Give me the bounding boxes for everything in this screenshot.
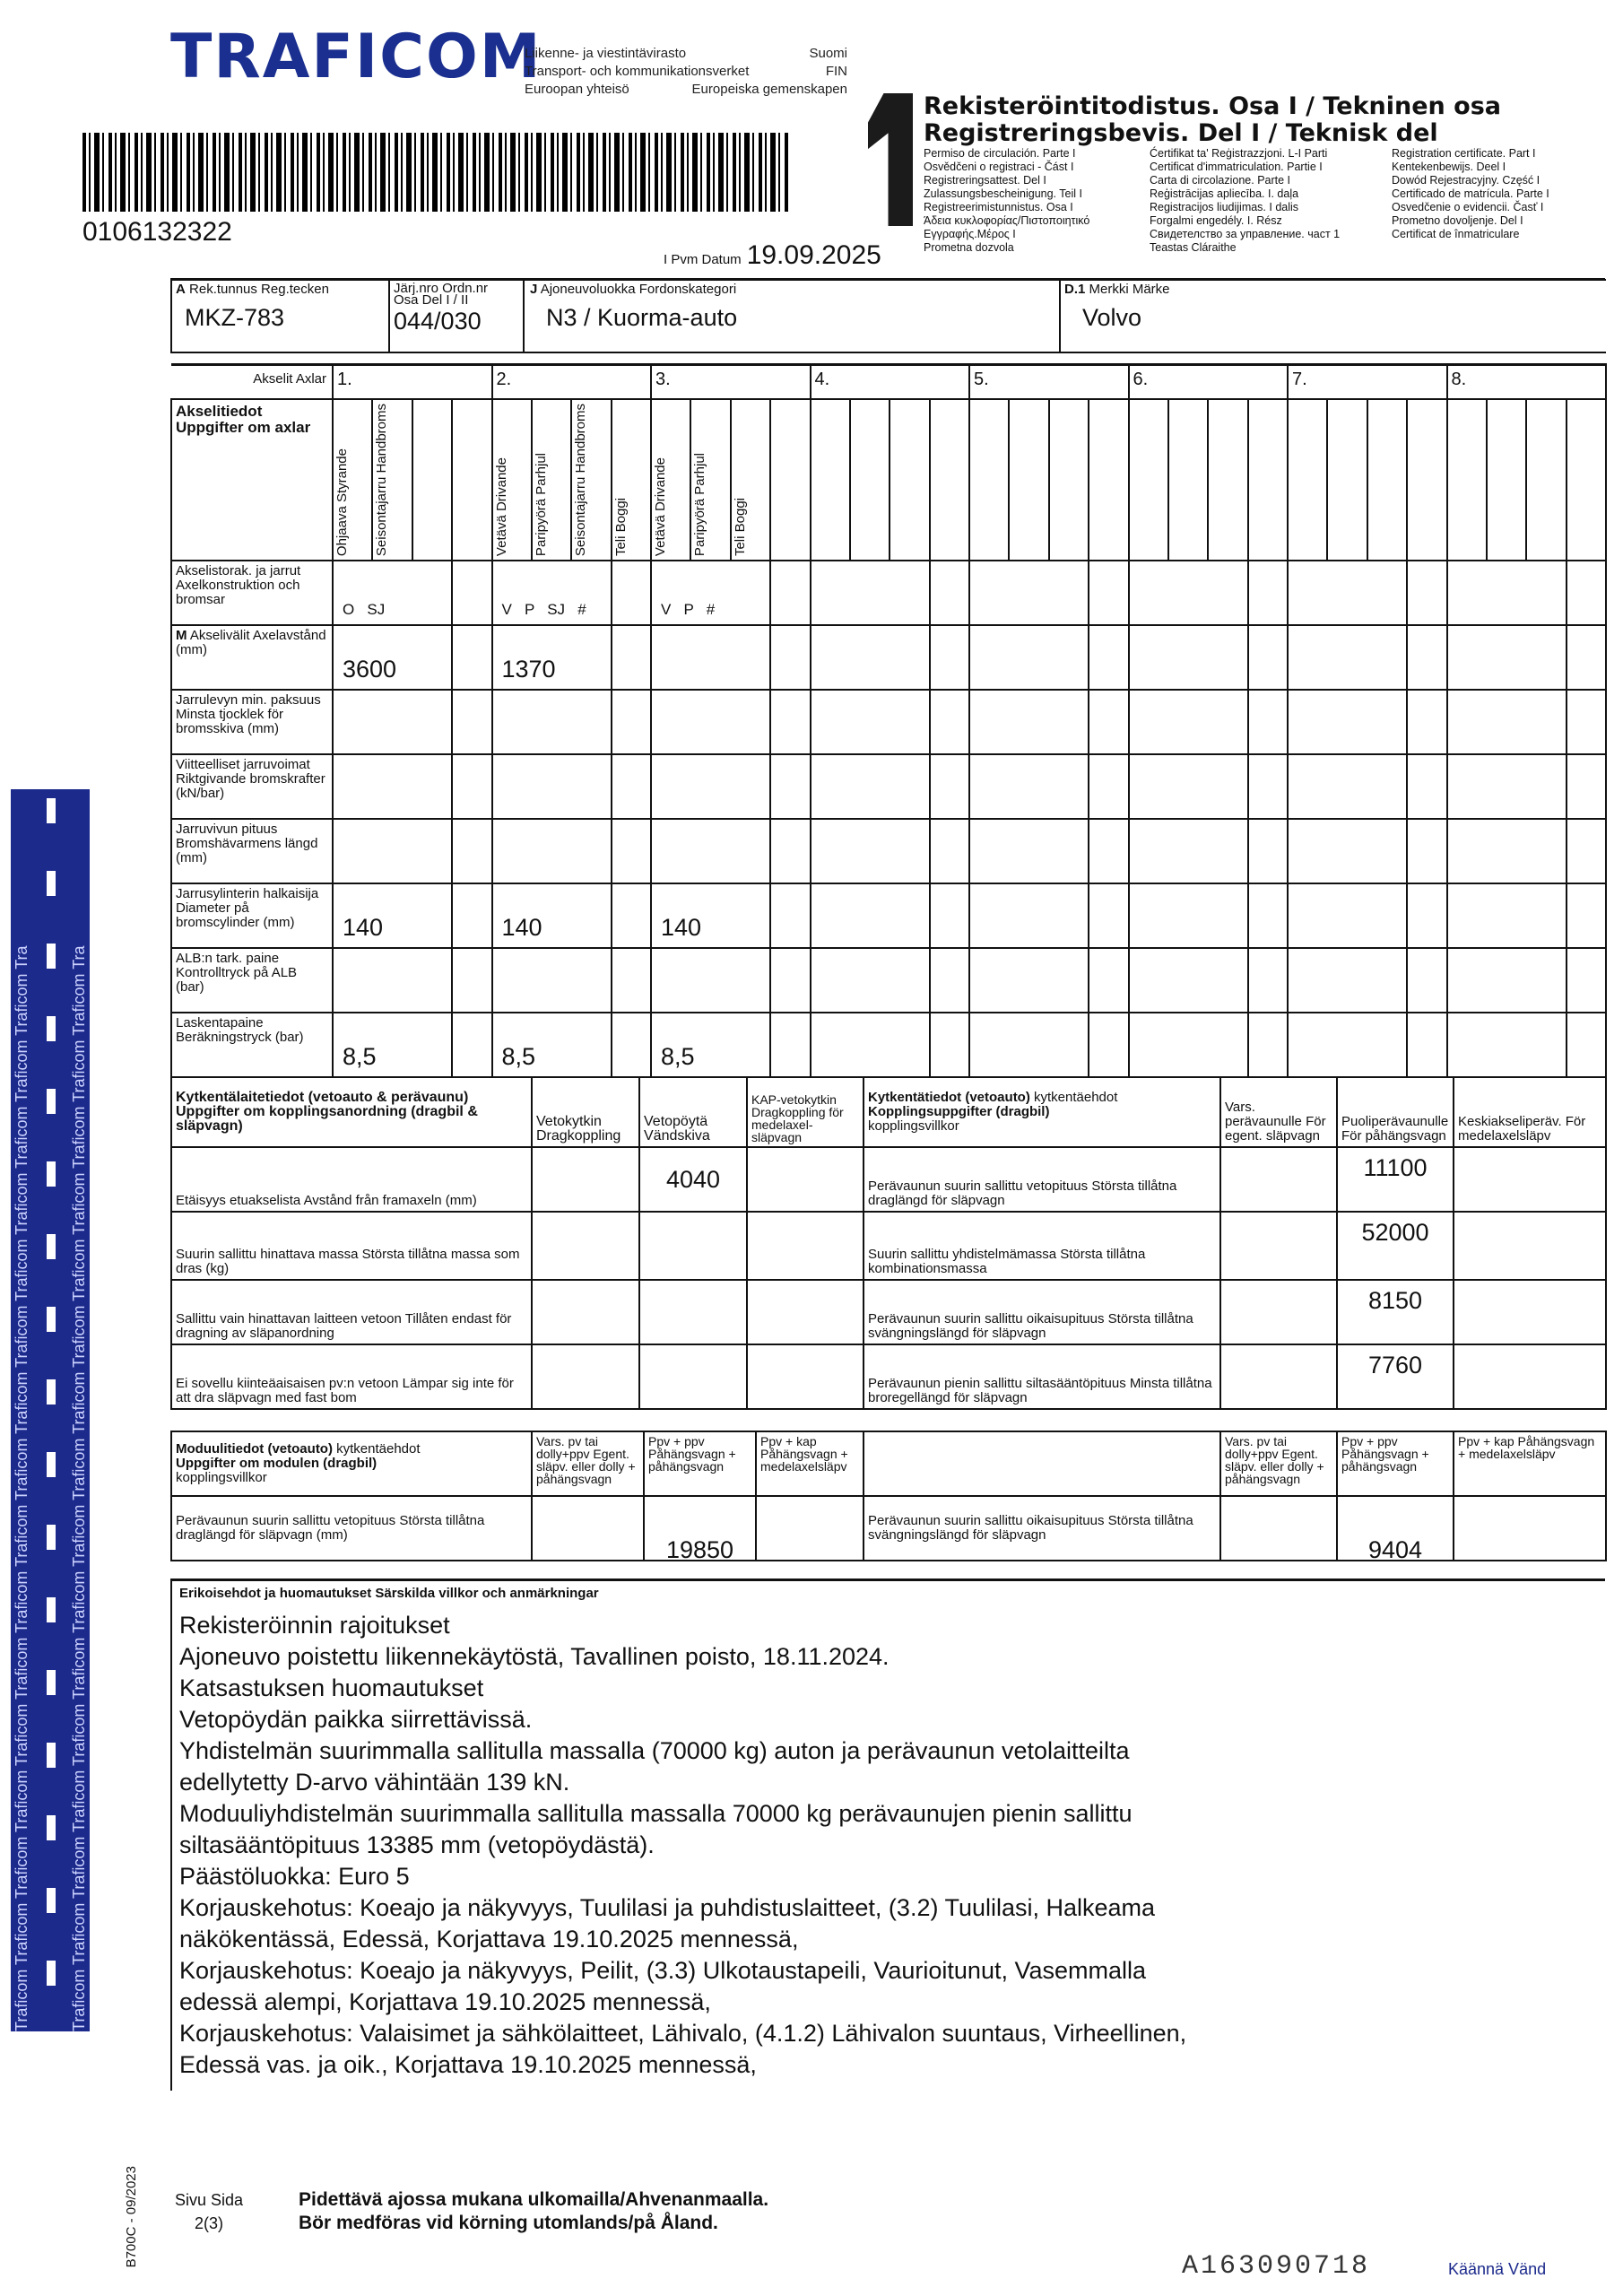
translation-item: Registration certificate. Part I [1392, 147, 1536, 160]
axles-header-label: Akselit Axlar [171, 365, 333, 399]
translation-item: Osvědčeni o registraci - Část I [924, 161, 1074, 173]
coupling-title: Kytkentälaitetiedot (vetoauto & perävaunu) Uppgifter om kopplingsanordning (dragbil & släpvagn) [171, 1077, 532, 1147]
serial-number: A163090718 [1182, 2251, 1371, 2282]
axle-value [1288, 819, 1407, 883]
coupling-value [639, 1212, 747, 1280]
make-field: D.1 Merkki Märke Volvo [1059, 279, 1606, 353]
axle-type-header: Vetävä Drivande [493, 457, 509, 556]
coupling-value: 11100 [1337, 1147, 1454, 1212]
axle-value [811, 819, 930, 883]
translation-item: Ćertifikat ta' Reġistrazzjoni. L-I Parti [1150, 147, 1328, 160]
axle-value [1288, 625, 1407, 690]
coupling-value [747, 1344, 864, 1409]
axle-number: 8. [1447, 365, 1607, 399]
axle-type-header [1567, 552, 1571, 560]
axle-value [969, 1013, 1089, 1077]
translation-item: Certificat d'immatriculation. Partie I [1150, 161, 1323, 173]
axle-type-header [1130, 552, 1133, 560]
remarks-text [179, 1610, 1186, 2081]
agency-line: Liikenne- ja viestintävirasto Suomi [525, 46, 847, 61]
strip-mark [47, 871, 56, 896]
axle-value: 8,5 [651, 1013, 770, 1077]
vehicle-class-value: N3 / Kuorma-auto [546, 304, 738, 331]
axle-value [492, 690, 612, 754]
axle-value [1288, 754, 1407, 819]
coupling-row-label: Etäisyys etuakselista Avstånd från framaxeln (mm) [171, 1147, 532, 1212]
translation-item: Registreerimistunnistus. Osa I [924, 201, 1073, 213]
axle-value [651, 690, 770, 754]
axle-value [333, 754, 452, 819]
axle-type-header [1169, 552, 1173, 560]
axle-row-label: ALB:n tark. paine Kontrolltryck på ALB (bar) [176, 950, 298, 995]
axle-value [333, 690, 452, 754]
strip-mark [47, 1016, 56, 1041]
axle-value [1447, 561, 1567, 625]
axle-value: 140 [651, 883, 770, 948]
remark-line: Korjauskehotus: Koeajo ja näkyvyys, Tuulilasi ja puhdistuslaitteet, (3.2) Tuulilasi, Halkeama [179, 1894, 1156, 1921]
strip-mark [47, 1307, 56, 1332]
order-number-value: 044/030 [394, 308, 482, 335]
axle-value [1129, 948, 1248, 1013]
strip-mark [47, 1089, 56, 1114]
coupling-col-header: KAP-vetokytkin Dragkoppling för medelaxel-släpvagn [747, 1077, 864, 1147]
date-value: 19.09.2025 [746, 240, 881, 270]
axle-type-header: Ohjaava Styrande [334, 448, 350, 556]
remark-line: Korjauskehotus: Valaisimet ja sähkölaitteet, Lähivalo, (4.1.2) Lähivalon suuntaus, Virheellinen, [179, 2020, 1187, 2047]
coupling-col-header: Puoliperävaunulle För påhängsvagn [1337, 1077, 1454, 1147]
axle-value [1129, 819, 1248, 883]
translation-item: Свидетелство за управление. част 1 [1150, 228, 1341, 240]
divider [170, 1578, 1605, 1581]
coupling-value [532, 1344, 639, 1409]
axle-type-header [1010, 552, 1013, 560]
agency-line: Transport- och kommunikationsverket FIN [525, 64, 847, 79]
axle-type-header [1448, 552, 1452, 560]
translation-item: Teastas Cláraithe [1150, 241, 1237, 254]
translation-item: Reģistrācijas apliecība. I. daļa [1150, 187, 1299, 200]
axle-number: 4. [811, 365, 970, 399]
coupling-col-header: Vetopöytä Vändskiva [639, 1077, 747, 1147]
coupling-row-label: Suurin sallittu yhdistelmämassa Största tillåtna kombinationsmassa [864, 1212, 1220, 1280]
axle-type-header [890, 552, 894, 560]
strip-mark [47, 1961, 56, 1986]
axle-value [969, 690, 1089, 754]
axle-value [1288, 1013, 1407, 1077]
barcode [82, 133, 791, 212]
coupling-value [1220, 1212, 1337, 1280]
axle-row-label: Jarruvivun pituus Bromshävarmens längd (mm) [176, 821, 318, 865]
axle-value: 3600 [333, 625, 452, 690]
axle-value [492, 819, 612, 883]
axle-value: 8,5 [492, 1013, 612, 1077]
strip-mark [47, 1888, 56, 1913]
date-label: I Pvm Datum [664, 252, 742, 267]
axle-number: 3. [651, 365, 811, 399]
strip-mark [47, 1379, 56, 1405]
axle-value [651, 754, 770, 819]
axle-value [811, 754, 930, 819]
axle-type-header [1249, 552, 1253, 560]
axle-value [1447, 625, 1567, 690]
axle-value [333, 948, 452, 1013]
module-col-header: Vars. pv tai dolly+ppv Egent. släpv. eller dolly + påhängsvagn [532, 1431, 644, 1496]
axle-value [1447, 948, 1567, 1013]
translation-item: Prometna dozvola [924, 241, 1014, 254]
translation-item: Εγγραφής.Μέρος I [924, 228, 1016, 240]
coupling-value [532, 1280, 639, 1344]
coupling-value [639, 1344, 747, 1409]
axle-value [1129, 1013, 1248, 1077]
form-code: B700C - 09/2023 [124, 2166, 139, 2268]
translation-item: Osvedčenie o evidencii. Časť I [1392, 201, 1544, 213]
coupling-value [1454, 1212, 1606, 1280]
axle-type-header: Paripyörä Parhjul [533, 452, 549, 556]
module-row-label: Perävaunun suurin sallittu oikaisupituus Största tillåtna svängningslängd för släpvagn [864, 1496, 1220, 1561]
axle-value: V P SJ # [492, 561, 612, 625]
axle-value: O SJ [333, 561, 452, 625]
strip-mark [47, 1452, 56, 1477]
axle-type-header: Teli Boggi [612, 497, 629, 556]
axle-value [1129, 690, 1248, 754]
axle-value [1288, 948, 1407, 1013]
coupling-value: 52000 [1337, 1212, 1454, 1280]
coupling-col-header: Vars. perävaunulle För egent. släpvagn [1220, 1077, 1337, 1147]
remark-line: Yhdistelmän suurimmalla sallitulla massalla (70000 kg) auton ja perävaunun vetolaitteilta [179, 1737, 1130, 1764]
axle-value [969, 883, 1089, 948]
module-value [532, 1496, 644, 1561]
remark-line: siltasääntöpituus 13385 mm (vetopöydästä). [179, 1831, 655, 1858]
carry-notice: Pidettävä ajossa mukana ulkomailla/Ahvenanmaalla. Bör medföras vid körning utomlands/på Åland. [299, 2189, 769, 2233]
axle-type-header: Teli Boggi [732, 497, 748, 556]
axle-value [811, 1013, 930, 1077]
coupling-value: 4040 [639, 1147, 747, 1212]
remark-line: Edessä vas. ja oik., Korjattava 19.10.2025 mennessä, [179, 2051, 757, 2078]
axle-type-header [931, 552, 934, 560]
coupling-value [1220, 1280, 1337, 1344]
coupling-value [1454, 1280, 1606, 1344]
strip-mark [47, 798, 56, 823]
translation-item: Certificat de înmatriculare [1392, 228, 1520, 240]
axle-row-label: Akselivälit Axelavstånd (mm) [176, 627, 326, 657]
axles-section-title: Akselitiedot Uppgifter om axlar [171, 399, 333, 561]
remark-line: Moduuliyhdistelmän suurimmalla sallitulla massalla 70000 kg perävaunujen pienin sallittu [179, 1800, 1133, 1827]
coupling-value: 8150 [1337, 1280, 1454, 1344]
make-value: Volvo [1082, 304, 1142, 331]
coupling-row-label: Perävaunun suurin sallittu vetopituus Största tillåtna draglängd för släpvagn [864, 1147, 1220, 1212]
coupling-table: Kytkentälaitetiedot (vetoauto & perävaunu) Uppgifter om kopplingsanordning (dragbil & släpvagn) Vetokytkin Dragkoppling Vetopöytä Vändskiva KAP-vetokytkin Dragkoppling för medelaxel-släpvagn Kytkentätiedot (vetoauto) kytkentäehdot Kopplingsuppgifter (dragbil) kopplingsvillkor Vars. perävaunulle För egent. släpvagn Puoliperävaunulle För påhängsvagn Keskiakseliperäv. För medelaxelsläpv Etäisyys etuakselista Avstånd från framaxeln (mm) 4040 Perävaunun suurin sallittu vetopituus Största tillåtna draglängd för släpvagn 11100 Suurin sallittu hinattava massa Största tillåtna massa som dras (kg) Suurin sallittu yhdistelmämassa Största tillåtna kombinationsmassa 52000 Sallittu vain hinattavan laitteen vetoon Tillåten endast för dragning av släpanordning Perävaunun suurin sallittu oikaisupituus Största tillåtna svängningslängd för släpvagn 8150 Ei sovellu kiinteäaisaisen pv:n vetoon Lämpar sig inte för att dra släpvagn med fast bom Perävaunun pienin sallittu siltasääntöpituus Minsta tillåtna broregellängd för släpvagn 7760 [170, 1076, 1607, 1410]
translation-item: Permiso de circulación. Parte I [924, 147, 1076, 160]
module-value [1220, 1496, 1337, 1561]
coupling-value [1220, 1147, 1337, 1212]
axle-type-header [1289, 552, 1292, 560]
traficom-logo: TRAFICOM [170, 22, 542, 92]
translation-item: Kentekenbewijs. Deel I [1392, 161, 1506, 173]
axle-value [333, 819, 452, 883]
remark-line: Päästöluokka: Euro 5 [179, 1863, 410, 1890]
axle-value [811, 690, 930, 754]
axle-type-header [771, 552, 775, 560]
axle-number: 5. [969, 365, 1129, 399]
axle-type-header [1050, 552, 1054, 560]
axle-value [1129, 883, 1248, 948]
axle-value: 8,5 [333, 1013, 452, 1077]
remark-line: edessä alempi, Korjattava 19.10.2025 mennessä, [179, 1988, 711, 2015]
axle-value [651, 819, 770, 883]
remark-line: Korjauskehotus: Koeajo ja näkyvyys, Peilit, (3.3) Ulkotaustapeili, Vaurioitunut, Vasemmalla [179, 1957, 1147, 1984]
issue-date [664, 240, 881, 271]
axle-number: 1. [333, 365, 492, 399]
axle-value: 1370 [492, 625, 612, 690]
coupling-value [747, 1280, 864, 1344]
strip-mark [47, 1670, 56, 1695]
axle-type-header [1328, 552, 1332, 560]
module-col-header: Ppv + kap Påhängsvagn + medelaxelsläpv [756, 1431, 864, 1496]
axle-value [969, 754, 1089, 819]
axle-value [969, 625, 1089, 690]
turn-page-label: Käännä Vänd [1448, 2260, 1547, 2278]
coupling-value [1220, 1344, 1337, 1409]
strip-mark [47, 1525, 56, 1550]
axle-value [969, 561, 1089, 625]
axle-value [1129, 561, 1248, 625]
axle-row-label: Jarrusylinterin halkaisija Diameter på bromscylinder (mm) [176, 885, 319, 930]
module-table: Moduulitiedot (vetoauto) kytkentäehdot Uppgifter om modulen (dragbil) kopplingsvillkor Vars. pv tai dolly+ppv Egent. släpv. eller dolly + påhängsvagn Ppv + ppv Påhängsvagn + påhängsvagn Ppv + kap Påhängsvagn + medelaxelsläpv Vars. pv tai dolly+ppv Egent. släpv. eller dolly + påhängsvagn Ppv + ppv Påhängsvagn + påhängsvagn Ppv + kap Påhängsvagn + medelaxelsläpv Perävaunun suurin sallittu vetopituus Största tillåtna draglängd för släpvagn (mm) 19850 Perävaunun suurin sallittu oikaisupituus Största tillåtna svängningslängd för släpvagn 9404 [170, 1431, 1607, 1561]
axle-value [1447, 690, 1567, 754]
translation-item: Zulassungsbescheinigung. Teil I [924, 187, 1082, 200]
divider [170, 1581, 172, 2091]
remarks-title: Erikoisehdot ja huomautukset Särskilda villkor och anmärkningar [179, 1586, 599, 1601]
axle-type-header: Seisontajarru Handbroms [374, 403, 390, 556]
remark-line: edellytetty D-arvo vähintään 139 kN. [179, 1769, 570, 1796]
axle-row-label: Laskentapaine Beräkningstryck (bar) [176, 1014, 304, 1045]
module-value: 19850 [644, 1496, 756, 1561]
coupling-value [747, 1212, 864, 1280]
module-col-header: Ppv + kap Påhängsvagn + medelaxelsläpv [1454, 1431, 1606, 1496]
axle-type-header [1408, 552, 1411, 560]
module-value [1454, 1496, 1606, 1561]
translation-item: Forgalmi engedély. I. Rész [1150, 214, 1282, 227]
remark-line: näkökentässä, Edessä, Korjattava 19.10.2025 mennessä, [179, 1926, 799, 1952]
axle-number: 2. [492, 365, 652, 399]
axle-number: 7. [1288, 365, 1447, 399]
axle-value [1288, 883, 1407, 948]
axle-row-label: Akselistorak. ja jarrut Axelkonstruktion och bromsar [176, 562, 301, 607]
page-indicator: Sivu Sida 2(3) [175, 2191, 244, 2232]
coupling-row-label: Ei sovellu kiinteäaisaisen pv:n vetoon Lämpar sig inte för att dra släpvagn med fast bom [171, 1344, 532, 1409]
translation-item: Certificado de matrícula. Parte I [1392, 187, 1549, 200]
coupling-row-label: Perävaunun pienin sallittu siltasääntöpituus Minsta tillåtna broregellängd för släpvagn [864, 1344, 1220, 1409]
axle-value: V P # [651, 561, 770, 625]
remark-line: Katsastuksen huomautukset [179, 1674, 484, 1701]
axle-row-label: Viitteelliset jarruvoimat Riktgivande bromskrafter (kN/bar) [176, 756, 325, 801]
axle-type-header [1089, 552, 1093, 560]
axle-type-header [1368, 552, 1372, 560]
security-strip: Traficom Traficom Traficom Traficom Traficom Traficom Traficom Traficom Traficom Traficom Traficom Traficom Traficom Traficom Traficom Traficom Tra Traficom Traficom Traficom Traficom Traficom Traficom Traficom Traficom Traficom Traficom Traficom Traficom Traficom Traficom Traficom Traficom Tra [11, 789, 90, 2031]
strip-mark [47, 944, 56, 969]
reg-number-value: MKZ-783 [185, 304, 285, 331]
axle-row-label: Jarrulevyn min. paksuus Minsta tjocklek för bromsskiva (mm) [176, 691, 321, 736]
coupling-value: 7760 [1337, 1344, 1454, 1409]
module-col-header: Vars. pv tai dolly+ppv Egent. släpv. eller dolly + påhängsvagn [1220, 1431, 1337, 1496]
axle-value [1288, 561, 1407, 625]
axle-type-header: Paripyörä Parhjul [692, 452, 708, 556]
translation-item: Prometno dovoljenje. Del I [1392, 214, 1523, 227]
module-col-header: Ppv + ppv Påhängsvagn + påhängsvagn [1337, 1431, 1454, 1496]
reg-number-field: A Rek.tunnus Reg.tecken MKZ-783 [170, 279, 390, 353]
axle-type-header [413, 552, 417, 560]
translation-item: Άδεια κυκλοφορίας/Πιστοποιητικό [924, 214, 1090, 227]
strip-mark [47, 1234, 56, 1259]
module-value: 9404 [1337, 1496, 1454, 1561]
axle-type-header [812, 552, 815, 560]
coupling-value [532, 1212, 639, 1280]
axle-value: 140 [333, 883, 452, 948]
translation-item: Registracijos liudijimas. I dalis [1150, 201, 1299, 213]
agency-name-block [525, 45, 847, 99]
coupling-value [532, 1147, 639, 1212]
part-one-numeral-icon [868, 93, 913, 226]
axle-value [492, 948, 612, 1013]
axle-type-header [851, 552, 855, 560]
axle-value [969, 819, 1089, 883]
axle-value [1129, 625, 1248, 690]
order-number-field: Järj.nro Ordn.nr Osa Del I / II 044/030 [388, 279, 525, 353]
strip-mark [47, 1597, 56, 1622]
axle-type-header [1488, 552, 1491, 560]
translation-item: Carta di circolazione. Parte I [1150, 174, 1291, 187]
axle-table: Akselit Axlar 1. 2. 3. 4. 5. 6. 7. 8. Akselitiedot Uppgifter om axlar Ohjaava Styrande Seisontajarru Handbroms Vetävä Drivande Paripyörä Parhjul Seisontajarru Handbroms Teli Boggi Vetävä Drivande Paripyörä Parhjul Teli Boggi Akselistorak. ja jarrut Axelkonstruktion och bromsar O SJ V P SJ # V P # M Akselivälit Axelavstånd (mm) 3600 1370 Jarrulevyn min. paksuus Minsta tjocklek för bromsskiva (mm) Viitteelliset jarruvoimat Riktgivande bromskrafter (kN/bar) Jarruvivun pituus Bromshävarmens längd (mm) Jarrusylinterin halkaisija Diameter på bromscylinder (mm) 140 140 140 ALB:n tark. paine Kontrolltryck på ALB (bar) Laskentapaine Beräkningstryck (bar) 8,5 8,5 8,5 [170, 363, 1607, 1078]
agency-line: Euroopan yhteisö Europeiska gemenskapen [525, 82, 847, 97]
coupling-row-label: Suurin sallittu hinattava massa Största tillåtna massa som dras (kg) [171, 1212, 532, 1280]
vehicle-class-field: J Ajoneuvoluokka Fordonskategori N3 / Kuorma-auto [523, 279, 1061, 353]
axle-type-header: Seisontajarru Handbroms [573, 403, 589, 556]
strip-mark [47, 1815, 56, 1840]
remark-line: Vetopöydän paikka siirrettävissä. [179, 1706, 533, 1733]
translation-item: Dowód Rejestracyjny. Część I [1392, 174, 1541, 187]
coupling-value [1454, 1147, 1606, 1212]
axle-value [811, 883, 930, 948]
module-row-label: Perävaunun suurin sallittu vetopituus Största tillåtna draglängd för släpvagn (mm) [171, 1496, 532, 1561]
axle-value [1447, 754, 1567, 819]
coupling-row-label: Perävaunun suurin sallittu oikaisupituus Största tillåtna svängningslängd för släpvagn [864, 1280, 1220, 1344]
module-value [756, 1496, 864, 1561]
axle-value [492, 754, 612, 819]
document-title: Rekisteröintitodistus. Osa I / Tekninen osa Registreringsbevis. Del I / Teknisk del [924, 92, 1501, 147]
coupling-col-header: Vetokytkin Dragkoppling [532, 1077, 639, 1147]
strip-mark [47, 1161, 56, 1187]
coupling-col-header: Keskiakseliperäv. För medelaxelsläpv [1454, 1077, 1606, 1147]
strip-mark [47, 1743, 56, 1768]
axle-value [1447, 883, 1567, 948]
translation-item: Registreringsattest. Del I [924, 174, 1046, 187]
axle-type-header [1209, 552, 1212, 560]
coupling-value [747, 1147, 864, 1212]
axle-value [651, 625, 770, 690]
translation-item [1392, 241, 1623, 255]
axle-number: 6. [1129, 365, 1289, 399]
axle-type-header [453, 552, 456, 560]
axle-value [1447, 819, 1567, 883]
axle-value [1288, 690, 1407, 754]
axle-value [1447, 1013, 1567, 1077]
axle-value [811, 561, 930, 625]
axle-type-header [970, 552, 974, 560]
barcode-number: 0106132322 [82, 217, 232, 247]
remark-line: Ajoneuvo poistettu liikennekäytöstä, Tavallinen poisto, 18.11.2024. [179, 1643, 890, 1670]
axle-value [811, 625, 930, 690]
axle-value [1129, 754, 1248, 819]
coupling-row-label: Sallittu vain hinattavan laitteen vetoon Tillåten endast för dragning av släpanordning [171, 1280, 532, 1344]
module-col-header: Ppv + ppv Påhängsvagn + påhängsvagn [644, 1431, 756, 1496]
remark-line: Rekisteröinnin rajoitukset [179, 1612, 450, 1639]
coupling-value [1454, 1344, 1606, 1409]
axle-value [651, 948, 770, 1013]
coupling-value [639, 1280, 747, 1344]
axle-type-header: Vetävä Drivande [653, 457, 668, 556]
axle-value [969, 948, 1089, 1013]
axle-type-header [1527, 552, 1531, 560]
axle-value: 140 [492, 883, 612, 948]
title-translations [924, 147, 1623, 255]
axle-value [811, 948, 930, 1013]
